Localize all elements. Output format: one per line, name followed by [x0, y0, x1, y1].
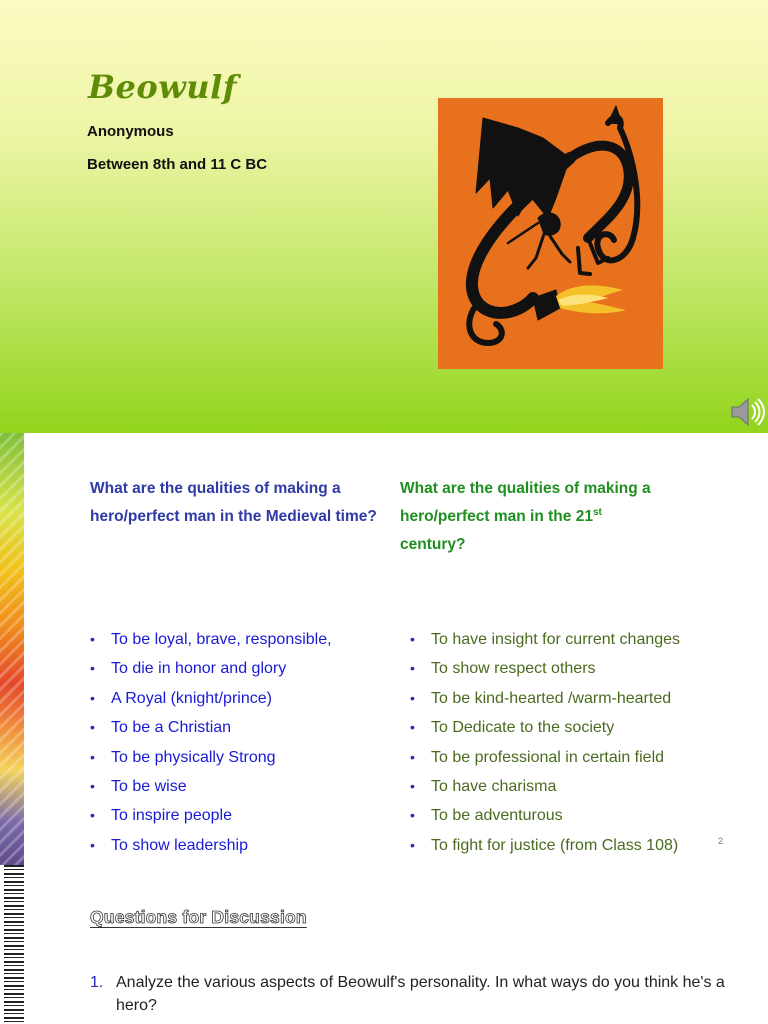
- speaker-icon[interactable]: [726, 392, 766, 432]
- bullet-dot: •: [90, 660, 95, 677]
- author-label: Anonymous: [87, 123, 174, 140]
- decorative-barcode-strip: [4, 865, 24, 1024]
- bullet-dot: •: [410, 689, 415, 706]
- qualities-slide: [0, 433, 768, 865]
- question-text: Analyze the various aspects of Beowulf's personality. In what ways do you think he's a hero?: [116, 974, 725, 1014]
- modern-quality-item-text: To be kind-hearted /warm-hearted: [431, 689, 672, 707]
- modern-quality-item: [410, 625, 680, 654]
- modern-heading-sup: st: [592, 506, 602, 518]
- bullet-dot: •: [90, 748, 95, 765]
- modern-qualities-list: [410, 625, 680, 860]
- bullet-dot: •: [410, 719, 415, 736]
- modern-quality-item: [410, 684, 680, 713]
- decorative-paint-strip: [0, 433, 24, 865]
- modern-column: [400, 475, 700, 854]
- medieval-qualities-list: [90, 625, 332, 860]
- medieval-quality-item: [90, 684, 332, 713]
- medieval-quality-item: [90, 772, 332, 801]
- medieval-quality-item: [90, 654, 332, 683]
- modern-heading-line1: What are the qualities of making a: [400, 480, 651, 497]
- bullet-dot: •: [410, 778, 415, 795]
- question-number: 1.: [90, 974, 104, 991]
- modern-quality-item: [410, 772, 680, 801]
- bullet-dot: •: [90, 836, 95, 853]
- modern-quality-item-text: To Dedicate to the society: [431, 719, 615, 737]
- bullet-dot: •: [410, 631, 415, 647]
- discussion-heading: Questions for Discussion: [90, 907, 307, 927]
- bullet-dot: •: [410, 748, 415, 765]
- modern-heading: [400, 475, 700, 559]
- medieval-quality-item: [90, 801, 332, 830]
- medieval-quality-item-text: To be a Christian: [111, 719, 232, 737]
- bullet-dot: •: [90, 719, 95, 736]
- bullet-dot: •: [410, 660, 415, 677]
- slide-title: Beowulf: [88, 68, 237, 106]
- bullet-dot: •: [90, 689, 95, 706]
- medieval-quality-item: [90, 625, 332, 654]
- modern-quality-item-text: To show respect others: [431, 660, 596, 678]
- modern-quality-item: [410, 743, 680, 772]
- medieval-quality-item-text: To inspire people: [111, 807, 232, 825]
- discussion-slide: [0, 865, 768, 1024]
- dragon-illustration: [438, 98, 663, 369]
- medieval-quality-item-text: To show leadership: [111, 836, 248, 854]
- medieval-quality-item: [90, 743, 332, 772]
- bullet-dot: •: [410, 836, 415, 853]
- page-number: 2: [718, 836, 724, 846]
- modern-quality-item: [410, 713, 680, 742]
- medieval-quality-item-text: To be wise: [111, 778, 187, 796]
- medieval-quality-item-text: To be loyal, brave, responsible,: [111, 631, 332, 648]
- bullet-dot: •: [410, 807, 415, 824]
- modern-quality-item-text: To have insight for current changes: [431, 631, 681, 648]
- modern-quality-item-text: To have charisma: [431, 778, 557, 796]
- title-slide: [0, 0, 768, 433]
- modern-quality-item-text: To be professional in certain field: [431, 748, 665, 766]
- bullet-dot: •: [90, 631, 95, 647]
- medieval-column: [90, 475, 390, 854]
- modern-quality-item-text: To fight for justice (from Class 108): [431, 836, 679, 854]
- medieval-quality-item-text: To die in honor and glory: [111, 660, 287, 678]
- bullet-dot: •: [90, 807, 95, 824]
- modern-quality-item-text: To be adventurous: [431, 807, 563, 825]
- medieval-heading: What are the qualities of making a hero/perfect man in the Medieval time?: [90, 480, 377, 525]
- modern-quality-item: [410, 831, 680, 860]
- medieval-quality-item: [90, 831, 332, 860]
- discussion-question: [90, 971, 730, 1017]
- medieval-quality-item-text: To be physically Strong: [111, 748, 276, 766]
- modern-heading-line2: hero/perfect man in the 21: [400, 508, 593, 525]
- date-label: Between 8th and 11 C BC: [87, 156, 268, 173]
- bullet-dot: •: [90, 778, 95, 795]
- modern-quality-item: [410, 654, 680, 683]
- modern-heading-line3: century?: [400, 536, 466, 553]
- medieval-quality-item-text: A Royal (knight/prince): [111, 689, 272, 707]
- modern-quality-item: [410, 801, 680, 830]
- medieval-quality-item: [90, 713, 332, 742]
